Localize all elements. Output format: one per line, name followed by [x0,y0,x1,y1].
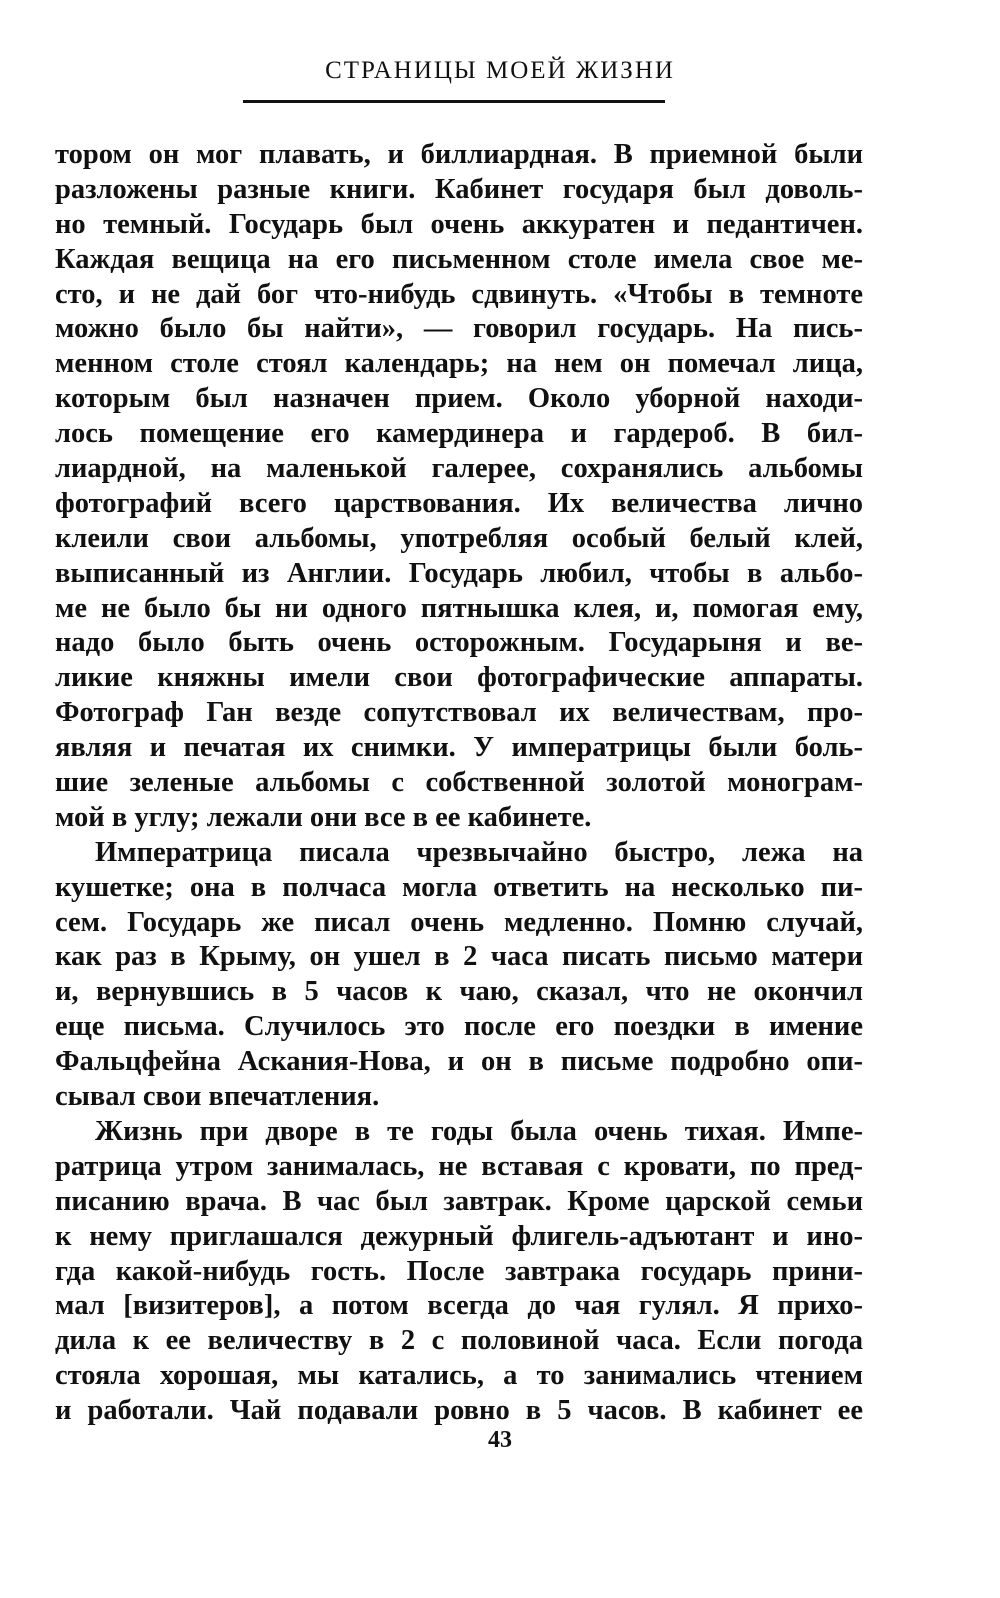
text-line: дила к ее величеству в 2 с половиной часа. Если погода [55,1325,863,1357]
text-line: ме не было бы ни одного пятнышка клея, и, помогая ему, [55,592,863,624]
text-line: и работали. Чай подавали ровно в 5 часов. В кабинет ее [55,1395,863,1427]
text-line: писанию врача. В час был завтрак. Кроме царской семьи [55,1185,863,1217]
text-line: кушетке; она в полчаса могла ответить на несколько пи- [55,871,863,903]
text-line: тором он мог плавать, и биллиардная. В приемной были [55,139,863,170]
text-line: лиардной, на маленькой галерее, сохранялись альбомы [55,453,863,485]
page-number: 43 [488,1427,512,1453]
text-line: Жизнь при дворе в те годы была очень тихая. Импе- [95,1115,863,1147]
text-line: разложены разные книги. Кабинет государя был доволь- [55,173,863,205]
text-line: Фальцфейна Аскания-Нова, и он в письме подробно опи- [55,1046,863,1078]
header-rule [243,100,665,103]
text-line: Фотограф Ган везде сопутствовал их величествам, про- [55,697,863,729]
text-line: клеили свои альбомы, употребляя особый белый клей, [55,522,863,554]
text-line: мой в углу; лежали они все в ее кабинете. [55,801,592,833]
text-line: ратрица утром занималась, не вставая с кровати, по пред- [55,1150,863,1182]
text-line: которым был назначен прием. Около уборной находи- [55,383,863,415]
text-line: гда какой-нибудь гость. После завтрака государь прини- [55,1255,863,1287]
running-header: СТРАНИЦЫ МОЕЙ ЖИЗНИ [325,57,675,84]
text-line: стояла хорошая, мы катались, а то занимались чтением [55,1360,863,1392]
text-line: и, вернувшись в 5 часов к чаю, сказал, что не окончил [55,976,863,1008]
text-line: мал [визитеров], а потом всегда до чая гулял. Я прихо- [55,1290,863,1322]
text-line: надо было быть очень осторожным. Государыня и ве- [55,627,863,659]
text-line: фотографий всего царствования. Их величества лично [55,487,863,519]
text-line: сем. Государь же писал очень медленно. Помню случай, [55,906,863,938]
text-line: ликие княжны имели свои фотографические аппараты. [55,662,863,694]
text-line: Императрица писала чрезвычайно быстро, лежа на [95,836,863,868]
text-line: сто, и не дай бог что-нибудь сдвинуть. «Чтобы в темноте [55,278,863,310]
text-line: сывал свои впечатления. [55,1081,380,1113]
text-line: как раз в Крыму, он ушел в 2 часа писать письмо матери [55,941,863,973]
text-line: менном столе стоял календарь; на нем он помечал лица, [55,348,863,380]
text-line: выписанный из Англии. Государь любил, чтобы в альбо- [55,557,863,589]
text-line: шие зеленые альбомы с собственной золотой монограм- [55,767,863,799]
text-line: являя и печатая их снимки. У императрицы были боль- [55,732,863,764]
text-line: лось помещение его камердинера и гардероб. В бил- [55,418,863,450]
text-line: Каждая вещица на его письменном столе имела свое ме- [55,243,863,275]
text-line: к нему приглашался дежурный флигель-адъютант и ино- [55,1220,863,1252]
text-line: еще письма. Случилось это после его поездки в имение [55,1011,863,1043]
body-text [55,138,863,1429]
text-line: можно было бы найти», — говорил государь. На пись- [55,313,863,345]
text-line: но темный. Государь был очень аккуратен и педантичен. [55,208,863,240]
